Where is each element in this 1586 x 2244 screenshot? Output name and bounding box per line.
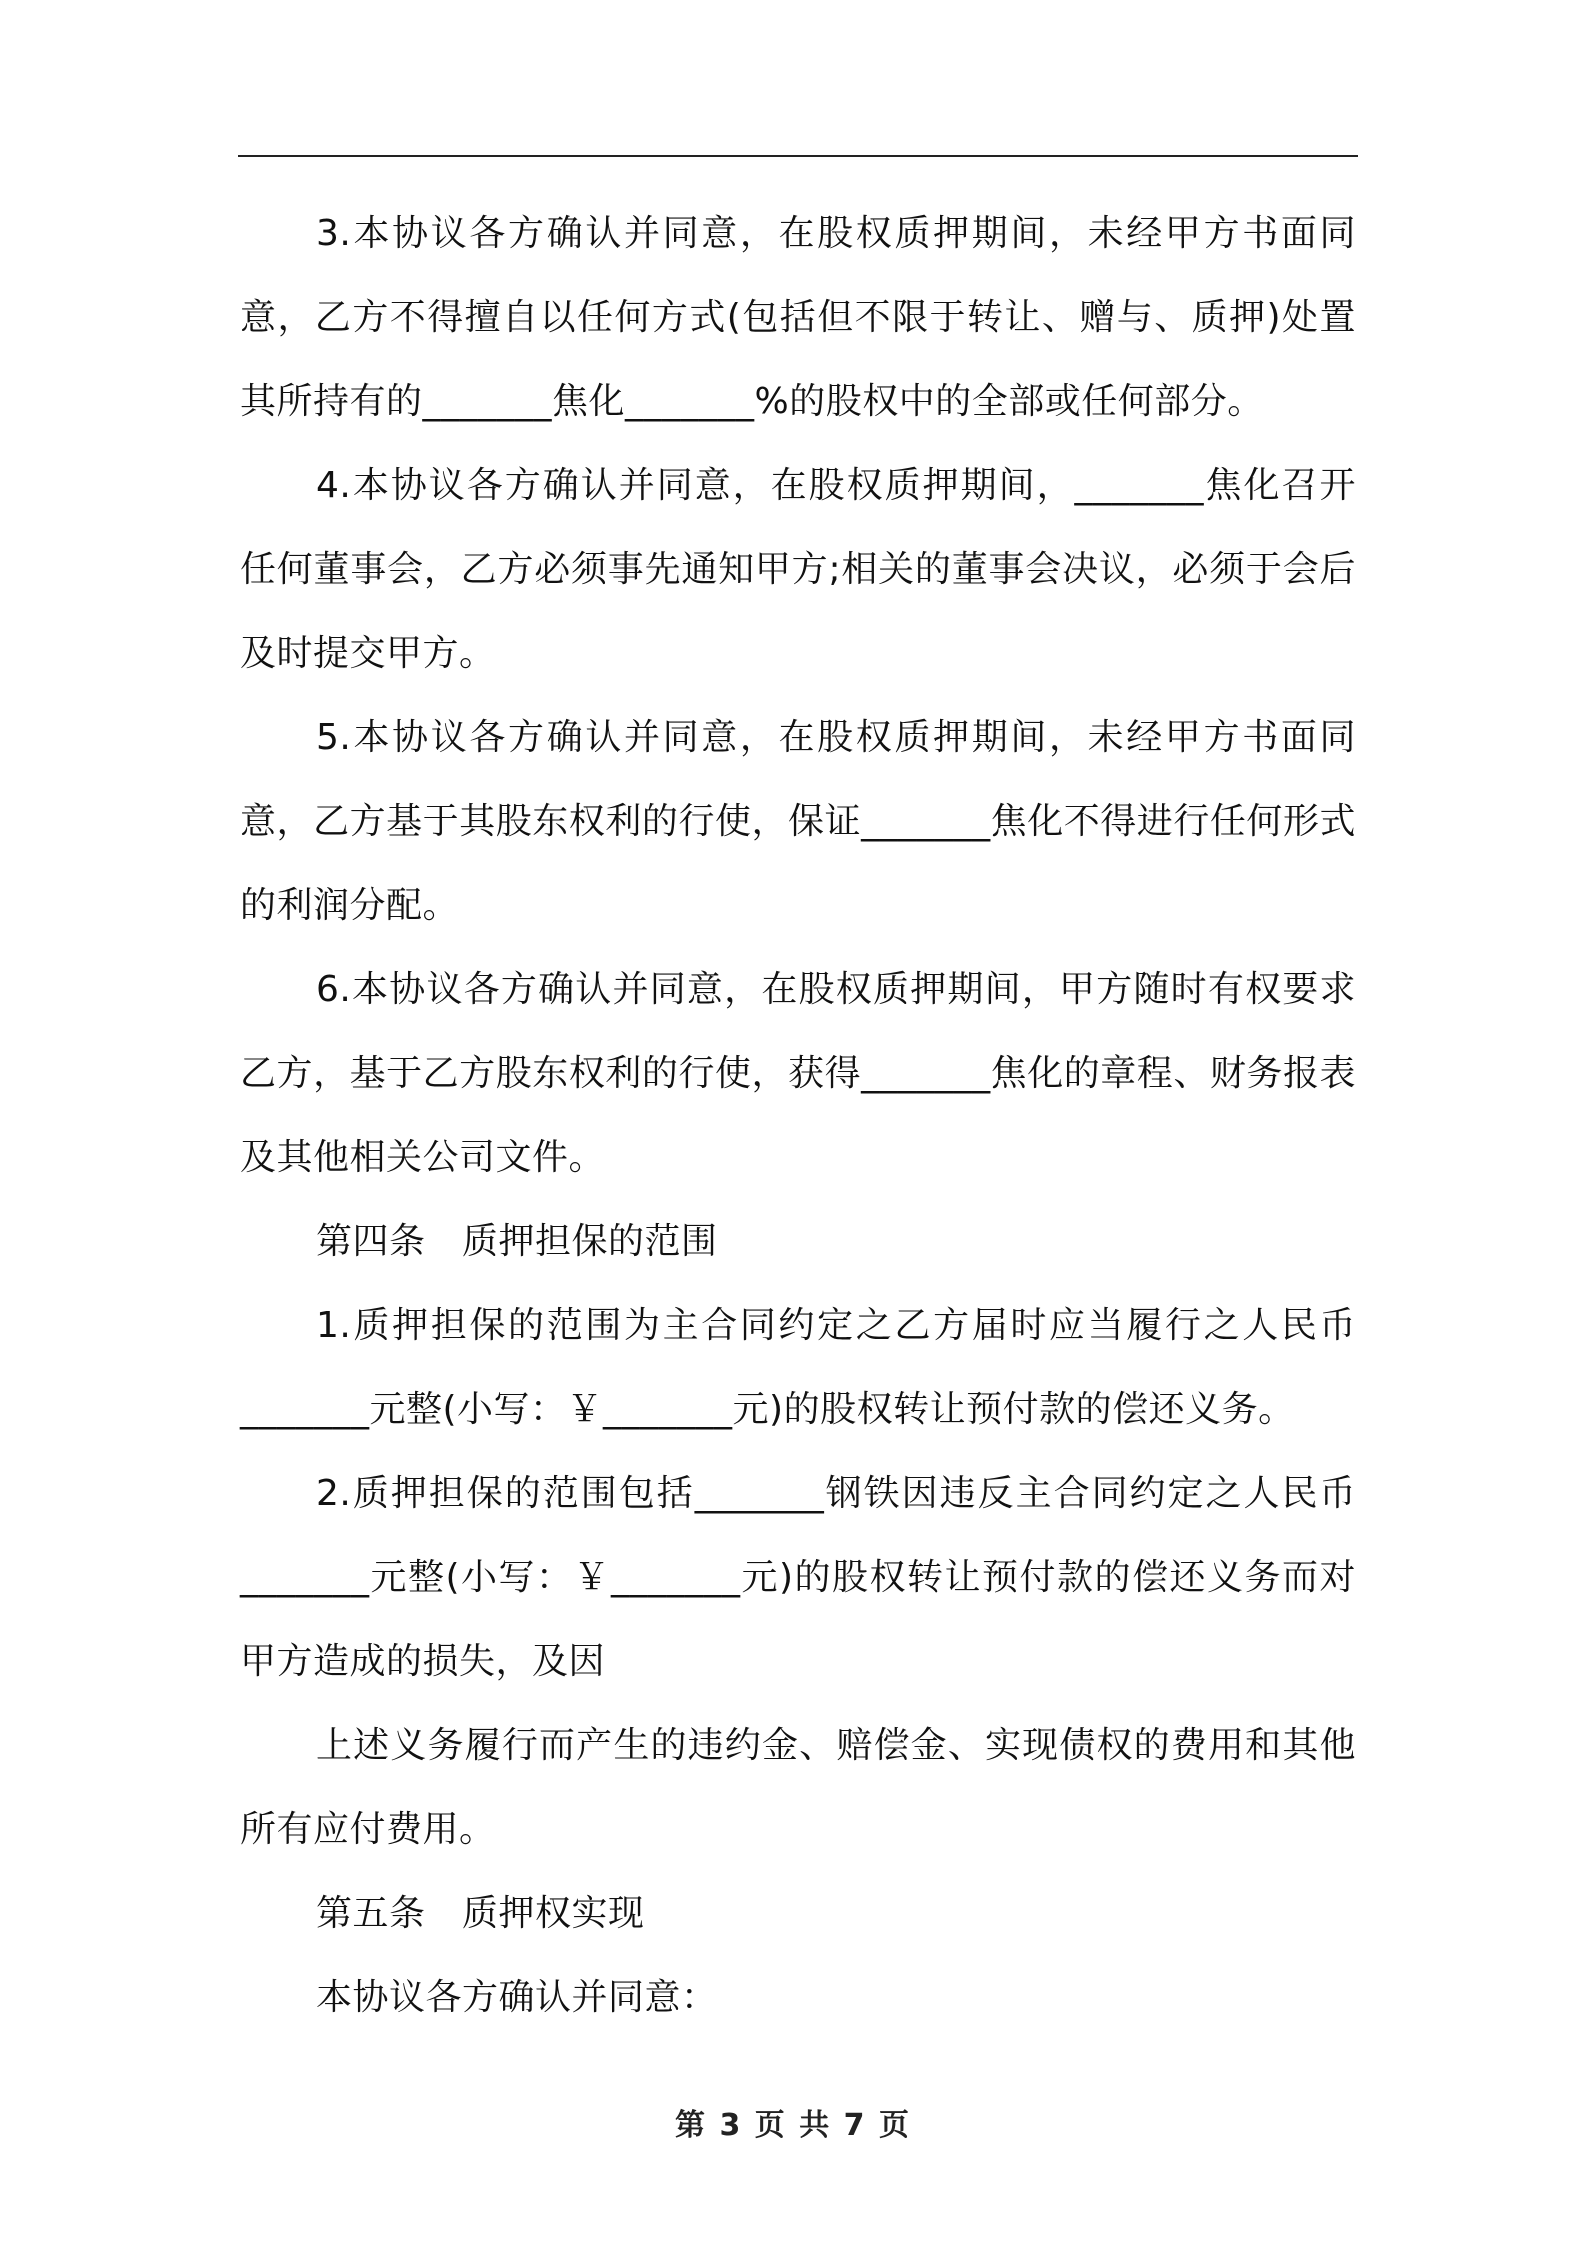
article-4-item-2-continued: 上述义务履行而产生的违约金、赔偿金、实现债权的费用和其他所有应付费用。	[240, 1725, 1356, 1850]
clause-3-paragraph: 3.本协议各方确认并同意，在股权质押期间，未经甲方书面同意，乙方不得擅自以任何方式(包括但不限于转让、赠与、质押)处置其所持有的_______焦化_______%的股权中的全部或任何部分。	[240, 213, 1356, 422]
header-rule	[238, 155, 1358, 157]
document-body	[240, 192, 1356, 2040]
clause-5-paragraph: 5.本协议各方确认并同意，在股权质押期间，未经甲方书面同意，乙方基于其股东权利的行使，保证_______焦化不得进行任何形式的利润分配。	[240, 717, 1356, 926]
article-5-heading: 第五条 质押权实现	[316, 1893, 645, 1934]
article-4-item-1: 1.质押担保的范围为主合同约定之乙方届时应当履行之人民币_______元整(小写：￥_______元)的股权转让预付款的偿还义务。	[240, 1305, 1356, 1430]
article-4-item-2: 2.质押担保的范围包括_______钢铁因违反主合同约定之人民币_______元整(小写：￥_______元)的股权转让预付款的偿还义务而对甲方造成的损失，及因	[240, 1473, 1356, 1682]
article-5-intro: 本协议各方确认并同意：	[316, 1977, 718, 2018]
clause-4-paragraph: 4.本协议各方确认并同意，在股权质押期间，_______焦化召开任何董事会，乙方必须事先通知甲方;相关的董事会决议，必须于会后及时提交甲方。	[240, 465, 1356, 674]
article-4-heading: 第四条 质押担保的范围	[316, 1221, 718, 1262]
clause-6-paragraph: 6.本协议各方确认并同意，在股权质押期间，甲方随时有权要求乙方，基于乙方股东权利的行使，获得_______焦化的章程、财务报表及其他相关公司文件。	[240, 969, 1356, 1178]
page-number-footer: 第 3 页 共 7 页	[675, 2108, 911, 2143]
